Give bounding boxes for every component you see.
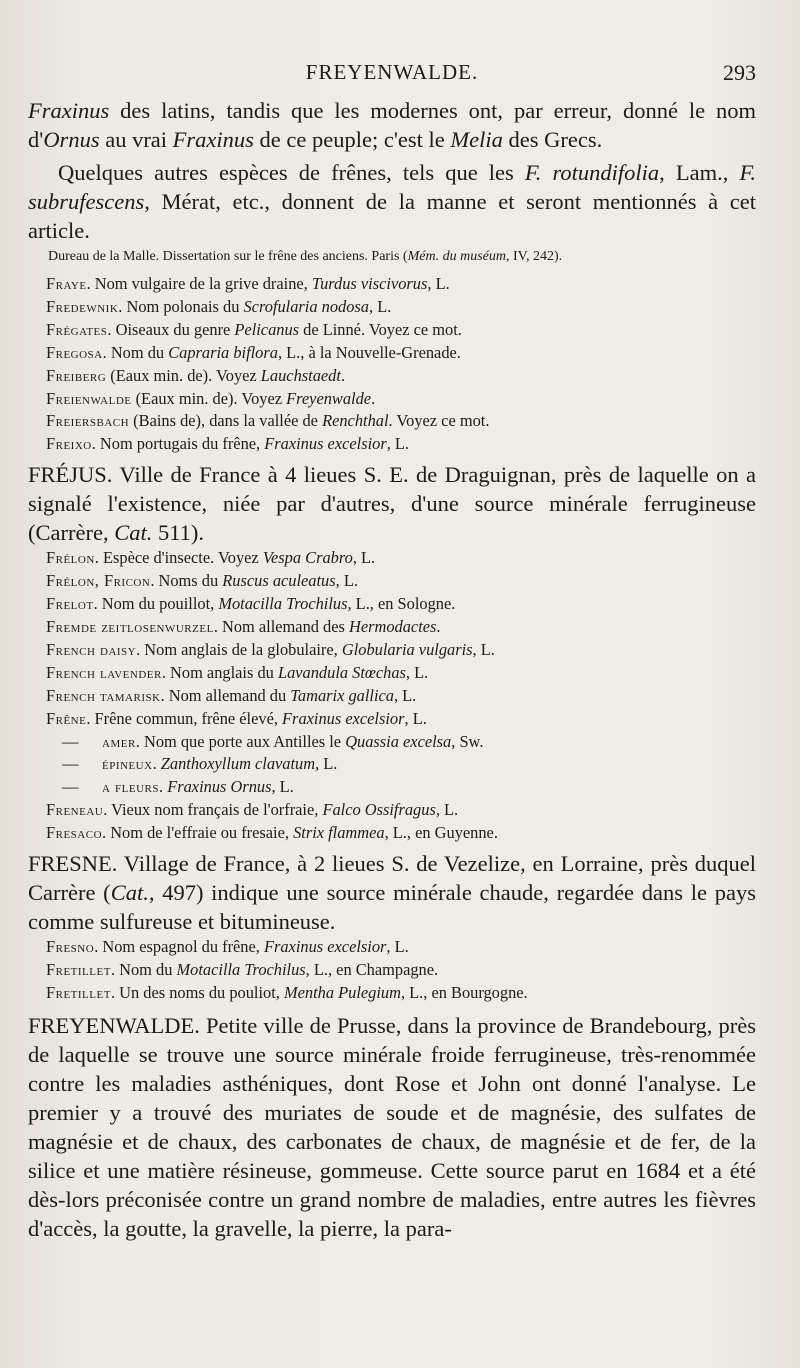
dictionary-entry	[28, 570, 756, 593]
text: , L.	[271, 777, 294, 797]
article-headword: FRESNE	[28, 851, 112, 877]
text: . Nom du	[102, 342, 169, 362]
text: .	[159, 777, 168, 797]
text: , IV, 242).	[505, 249, 563, 264]
entry-headword: Fresaco	[46, 823, 103, 843]
text: , L., à la Nouvelle-Grenade.	[277, 342, 461, 362]
dictionary-entry	[28, 593, 756, 616]
entry-list-2	[28, 547, 756, 845]
paragraph-frenes	[28, 158, 756, 245]
dictionary-entry	[28, 273, 756, 296]
text: , L.	[393, 685, 417, 705]
dictionary-entry	[28, 708, 756, 731]
text: .	[152, 754, 161, 774]
entry-headword: Frélon	[46, 548, 95, 568]
entry-headword: Fretillet	[46, 959, 111, 979]
text: , L.	[404, 708, 427, 728]
dictionary-subentry	[28, 731, 756, 754]
entry-headword: French lavender	[46, 662, 162, 682]
dictionary-subentry	[28, 776, 756, 799]
text: . Nom allemand des	[213, 616, 350, 636]
text: , L., en Guyenne.	[384, 823, 498, 843]
entry-headword: Frêne	[46, 708, 87, 728]
paragraph-fraxinus	[28, 96, 756, 154]
dictionary-entry	[28, 296, 756, 319]
entry-headword: Fraye	[46, 274, 87, 293]
italic-term: Renchthal	[322, 411, 389, 431]
text: , L.	[386, 937, 409, 957]
text: .	[340, 365, 346, 385]
italic-term: Scrofularia nodosa	[243, 296, 369, 316]
italic-term: Ornus	[43, 127, 100, 152]
text: . Espèce d'insecte. Voyez	[94, 548, 263, 568]
dictionary-entry	[28, 639, 756, 662]
italic-term: F. subrufescens	[28, 160, 756, 214]
text: (Eaux min. de). Voyez	[106, 365, 261, 385]
running-head	[28, 60, 756, 94]
text: Dureau de la Malle. Dissertation sur le frêne des anciens. Paris (	[48, 249, 408, 264]
entry-headword: French tamarisk	[46, 685, 161, 705]
italic-term: Vespa Crabro	[262, 548, 353, 568]
text: . Frêne commun, frêne élevé,	[86, 708, 283, 728]
text: , L., en Bourgogne.	[400, 982, 528, 1002]
page-number: 293	[723, 60, 756, 85]
text: (Bains de), dans la vallée de	[129, 411, 323, 431]
italic-term: Tamarix gallica	[290, 685, 394, 705]
dictionary-entry	[28, 822, 756, 845]
italic-term: Falco Ossifragus	[322, 800, 436, 820]
dictionary-entry	[28, 685, 756, 708]
entry-headword: Fregosa	[46, 342, 103, 362]
text: . Un des noms du pouliot,	[110, 982, 284, 1002]
entry-headword: Frélon, Fricon	[46, 571, 151, 591]
italic-term: Globularia vulgaris	[341, 639, 473, 659]
text: , L.	[386, 434, 410, 454]
italic-term: Fraxinus excelsior	[282, 708, 405, 728]
text: . Nom du	[110, 959, 177, 979]
text: . Nom anglais du	[161, 662, 278, 682]
entry-headword: Fremde zeitlosenwurzel	[46, 616, 214, 636]
italic-term: Fraxinus Ornus	[167, 777, 272, 797]
entry-headword: Freiberg	[46, 365, 107, 385]
italic-term: Mentha Pulegium	[283, 982, 401, 1002]
text: , L.	[369, 296, 392, 316]
dictionary-entry	[28, 365, 756, 388]
text: 511).	[152, 520, 205, 546]
text: , L., en Champagne.	[305, 959, 439, 979]
italic-term: Freyenwalde	[286, 388, 372, 408]
text: (Eaux min. de). Voyez	[131, 388, 287, 408]
italic-term: Mém. du muséum	[407, 249, 506, 264]
italic-term: Strix flammea	[293, 823, 385, 843]
italic-term: Fraxinus excelsior	[264, 434, 387, 454]
entry-list-1	[28, 273, 756, 456]
dash-mark: —	[62, 731, 79, 751]
italic-term: Turdus viscivorus	[311, 274, 428, 293]
italic-term: Motacilla Trochilus	[218, 594, 348, 614]
article-frejus	[28, 460, 756, 547]
dictionary-entry	[28, 410, 756, 433]
dictionary-entry	[28, 547, 756, 570]
bibliographic-reference	[28, 247, 756, 267]
italic-term: Cat.	[110, 880, 149, 906]
text: , L.	[435, 800, 459, 820]
text: . Oiseaux du genre	[107, 319, 235, 339]
text: . Nom polonais du	[118, 296, 244, 316]
entry-headword: Freixo	[46, 434, 92, 454]
italic-term: Lauchstaedt	[260, 365, 341, 385]
text: . Village de France, à 2 lieues S. de Vezelize, en Lorraine, près duquel Carrère (	[28, 851, 756, 906]
text: , Lam.,	[659, 160, 740, 185]
article-freyenwalde	[28, 1011, 756, 1243]
text: . Voyez ce mot.	[388, 411, 490, 431]
text: .	[371, 388, 376, 408]
italic-term: F. rotundifolia	[524, 160, 660, 185]
text: , L., en Sologne.	[347, 594, 456, 614]
italic-term: Ruscus aculeatus	[222, 571, 336, 591]
text: .	[436, 616, 441, 636]
text: , Sw.	[451, 731, 484, 751]
dictionary-entry	[28, 433, 756, 456]
article-fresne	[28, 849, 756, 936]
italic-term: Capraria biflora	[168, 342, 278, 362]
text: , L.	[335, 571, 358, 591]
entry-headword: épineux	[102, 754, 153, 774]
text: , L.	[352, 548, 376, 568]
article-headword: FRÉJUS	[28, 462, 107, 488]
text: . Nom vulgaire de la grive draine,	[86, 274, 312, 293]
text: . Nom anglais de la globulaire,	[136, 639, 342, 659]
text: , Mérat, etc., donnent de la manne et seront mentionnés à cet article.	[28, 189, 756, 243]
dictionary-entry	[28, 342, 756, 365]
dictionary-entry	[28, 388, 756, 411]
italic-term: Fraxinus	[172, 127, 254, 152]
italic-term: Pelicanus	[234, 319, 300, 339]
dictionary-entry	[28, 662, 756, 685]
entry-headword: Freiersbach	[46, 411, 130, 431]
text: . Petite ville de Prusse, dans la province de Brandebourg, près de laquelle se trouve une source minérale froide ferrugineuse, très-renommée contre les maladies asthéniques, dont Rose et John ont donné l'analyse. Le premier y a trouvé des muriates de soude et de magnésie, des sulfates de magnésie et de chaux, des carbonates de chaux, de magnésie et de fer, de la silice et une matière résineuse, gommeuse. Cette source parut en 1684 et a été dès-lors préconisée contre un grand nombre de maladies, entre autres les fièvres d'accès, la goutte, la gravelle, la pierre, la para-	[28, 1012, 756, 1241]
italic-term: Quassia excelsa	[345, 731, 452, 751]
dictionary-entry	[28, 799, 756, 822]
text: Quelques autres espèces de frênes, tels que les	[58, 160, 525, 185]
italic-term: Fraxinus excelsior	[263, 937, 387, 957]
dash-mark: —	[62, 754, 79, 774]
dash-mark: —	[62, 777, 79, 797]
entry-headword: Frégates	[46, 319, 108, 339]
italic-term: Lavandula Stœchas	[277, 662, 406, 682]
text: . Ville de France à 4 lieues S. E. de Draguignan, près de laquelle on a signalé l'existence, niée par d'autres, d'une source minérale ferrugineuse (Carrère,	[28, 462, 756, 546]
entry-headword: amer	[102, 731, 136, 751]
text: . Nom que porte aux Antilles le	[135, 731, 346, 751]
text: , L.	[315, 754, 338, 774]
text: des Grecs.	[502, 127, 603, 152]
italic-term: Motacilla Trochilus	[176, 959, 306, 979]
running-title: FREYENWALDE.	[305, 60, 479, 84]
text: . Nom de l'effraie ou fresaie,	[102, 823, 294, 843]
text: , L.	[427, 274, 450, 293]
entry-headword: Fretillet	[46, 982, 111, 1002]
text: , L.	[405, 662, 429, 682]
text: . Vieux nom français de l'orfraie,	[103, 800, 323, 820]
entry-headword: Freneau	[46, 800, 104, 820]
italic-term: Melia	[450, 127, 503, 152]
italic-term: Zanthoxyllum clavatum	[160, 754, 316, 774]
dictionary-entry	[28, 319, 756, 342]
text: , L.	[472, 639, 495, 659]
text: . Nom allemand du	[160, 685, 291, 705]
text: . Nom du pouillot,	[93, 594, 219, 614]
entry-headword: Fresno	[46, 937, 95, 957]
entry-headword: Freienwalde	[46, 388, 132, 408]
entry-headword: Fredewnik	[46, 296, 119, 316]
text: de Linné. Voyez ce mot.	[299, 319, 462, 339]
italic-term: Cat.	[114, 520, 153, 546]
text: , 497) indique une source minérale chaude, regardée dans le pays comme sulfureuse et bitumineuse.	[28, 880, 756, 935]
dictionary-entry	[28, 982, 756, 1005]
entry-headword: French daisy	[46, 639, 137, 659]
text: de ce peuple; c'est le	[253, 127, 451, 152]
dictionary-entry	[28, 616, 756, 639]
entry-headword: a fleurs	[102, 777, 159, 797]
text: . Nom portugais du frêne,	[91, 434, 265, 454]
italic-term: Fraxinus	[28, 98, 110, 123]
dictionary-entry	[28, 959, 756, 982]
text: . Noms du	[150, 571, 223, 591]
entry-headword: Frelot	[46, 594, 94, 614]
text: au vrai	[99, 127, 173, 152]
italic-term: Hermodactes	[349, 616, 437, 636]
text: des latins, tandis que les modernes ont, par erreur, donné le nom d'	[28, 98, 756, 152]
dictionary-subentry	[28, 753, 756, 776]
article-headword: FREYENWALDE	[28, 1012, 195, 1038]
text: . Nom espagnol du frêne,	[94, 937, 264, 957]
entry-list-3	[28, 936, 756, 1005]
dictionary-entry	[28, 936, 756, 959]
